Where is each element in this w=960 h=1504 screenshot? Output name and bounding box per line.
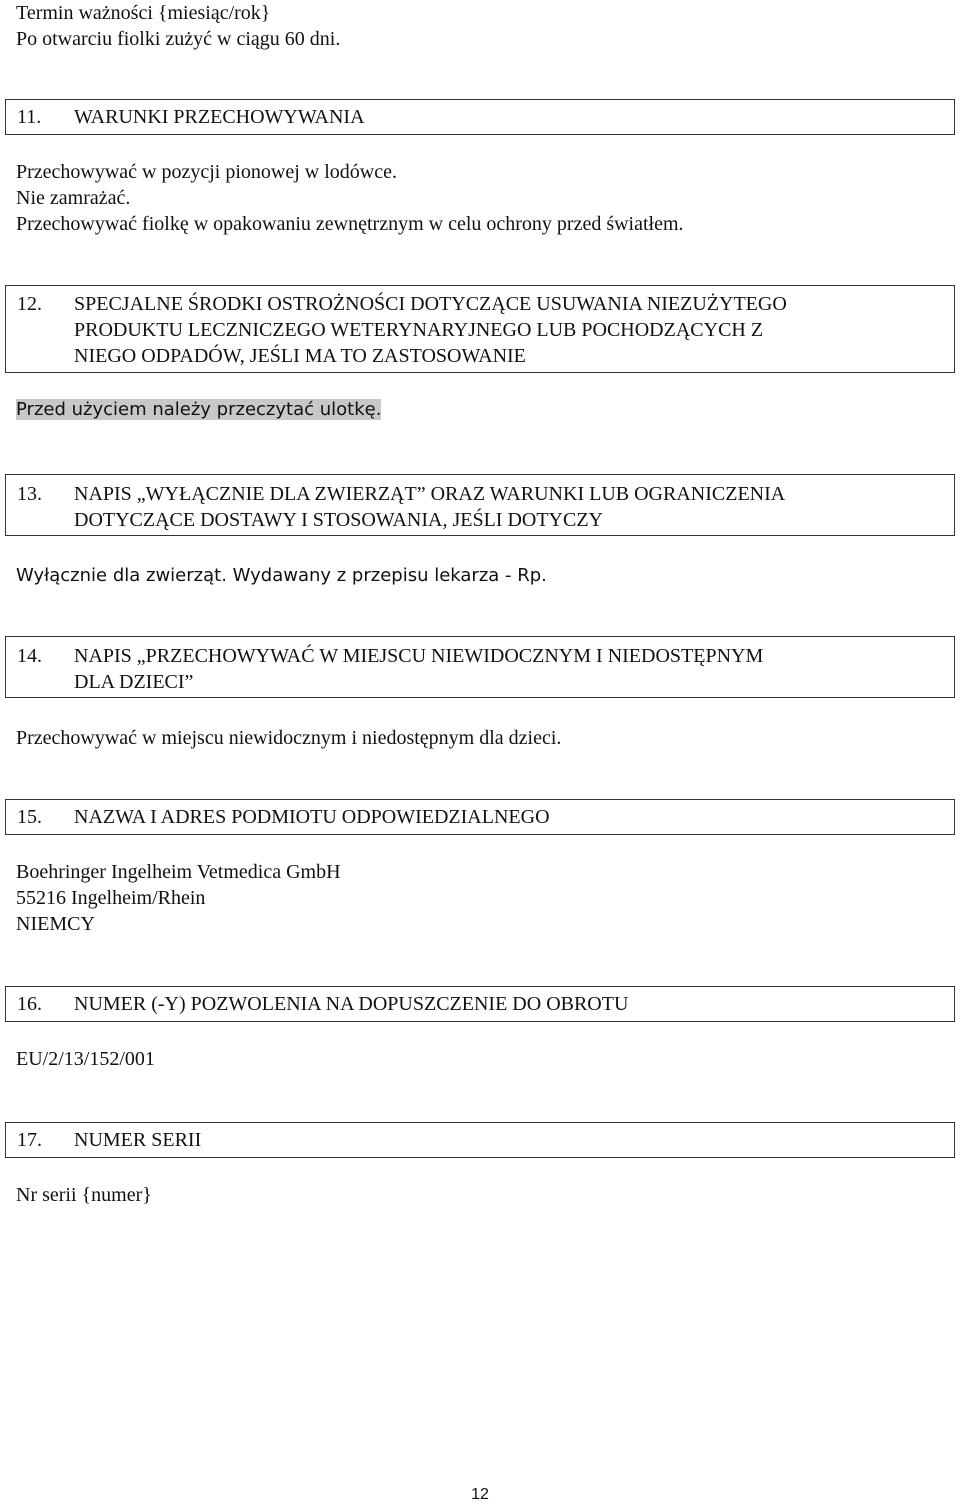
company-name: Boehringer Ingelheim Vetmedica GmbH [16, 861, 341, 883]
section-12-heading-box [5, 285, 955, 373]
section-heading: NUMER (-Y) POZWOLENIA NA DOPUSZCZENIE DO OBROTU [74, 993, 629, 1015]
section-heading-line: PRODUKTU LECZNICZEGO WETERYNARYJNEGO LUB POCHODZĄCYCH Z [74, 319, 764, 341]
section-number: 17. [17, 1129, 42, 1151]
section-number: 11. [17, 106, 42, 128]
section-number: 13. [17, 483, 42, 505]
authorisation-number: EU/2/13/152/001 [16, 1048, 155, 1070]
section-15-heading-box [5, 799, 955, 835]
company-address: 55216 Ingelheim/Rhein [16, 887, 206, 909]
disposal-text [16, 397, 381, 423]
section-17-heading-box [5, 1122, 955, 1158]
supply-text: Wyłącznie dla zwierząt. Wydawany z przepisu lekarza - Rp. [16, 565, 547, 586]
section-number: 14. [17, 645, 42, 667]
section-heading: NAZWA I ADRES PODMIOTU ODPOWIEDZIALNEGO [74, 806, 550, 828]
expiry-line: Termin ważności {miesiąc/rok} [16, 2, 271, 24]
section-heading-line: SPECJALNE ŚRODKI OSTROŻNOŚCI DOTYCZĄCE USUWANIA NIEZUŻYTEGO [74, 293, 787, 315]
section-heading-line: NAPIS „WYŁĄCZNIE DLA ZWIERZĄT” ORAZ WARUNKI LUB OGRANICZENIA [74, 483, 786, 505]
section-heading: NUMER SERII [74, 1129, 202, 1151]
section-number: 12. [17, 293, 42, 315]
highlighted-text: Przed użyciem należy przeczytać ulotkę. [16, 399, 382, 420]
section-heading-line: DLA DZIECI” [74, 671, 194, 693]
section-heading-line: NAPIS „PRZECHOWYWAĆ W MIEJSCU NIEWIDOCZNYM I NIEDOSTĘPNYM [74, 645, 764, 667]
section-11-heading-box [5, 99, 955, 135]
section-heading: WARUNKI PRZECHOWYWANIA [74, 106, 365, 128]
section-13-heading-box [5, 474, 955, 536]
page-number: 12 [471, 1486, 489, 1503]
company-country: NIEMCY [16, 913, 95, 935]
batch-number: Nr serii {numer} [16, 1184, 152, 1206]
storage-text: Przechowywać fiolkę w opakowaniu zewnętrznym w celu ochrony przed światłem. [16, 213, 684, 235]
section-14-heading-box [5, 636, 955, 698]
section-number: 16. [17, 993, 42, 1015]
storage-text: Nie zamrażać. [16, 187, 131, 209]
section-number: 15. [17, 806, 42, 828]
children-warning-text: Przechowywać w miejscu niewidocznym i niedostępnym dla dzieci. [16, 727, 562, 749]
after-opening-line: Po otwarciu fiolki zużyć w ciągu 60 dni. [16, 28, 341, 50]
section-heading-line: NIEGO ODPADÓW, JEŚLI MA TO ZASTOSOWANIE [74, 345, 526, 367]
section-16-heading-box [5, 986, 955, 1022]
storage-text: Przechowywać w pozycji pionowej w lodówce. [16, 161, 397, 183]
section-heading-line: DOTYCZĄCE DOSTAWY I STOSOWANIA, JEŚLI DOTYCZY [74, 509, 603, 531]
